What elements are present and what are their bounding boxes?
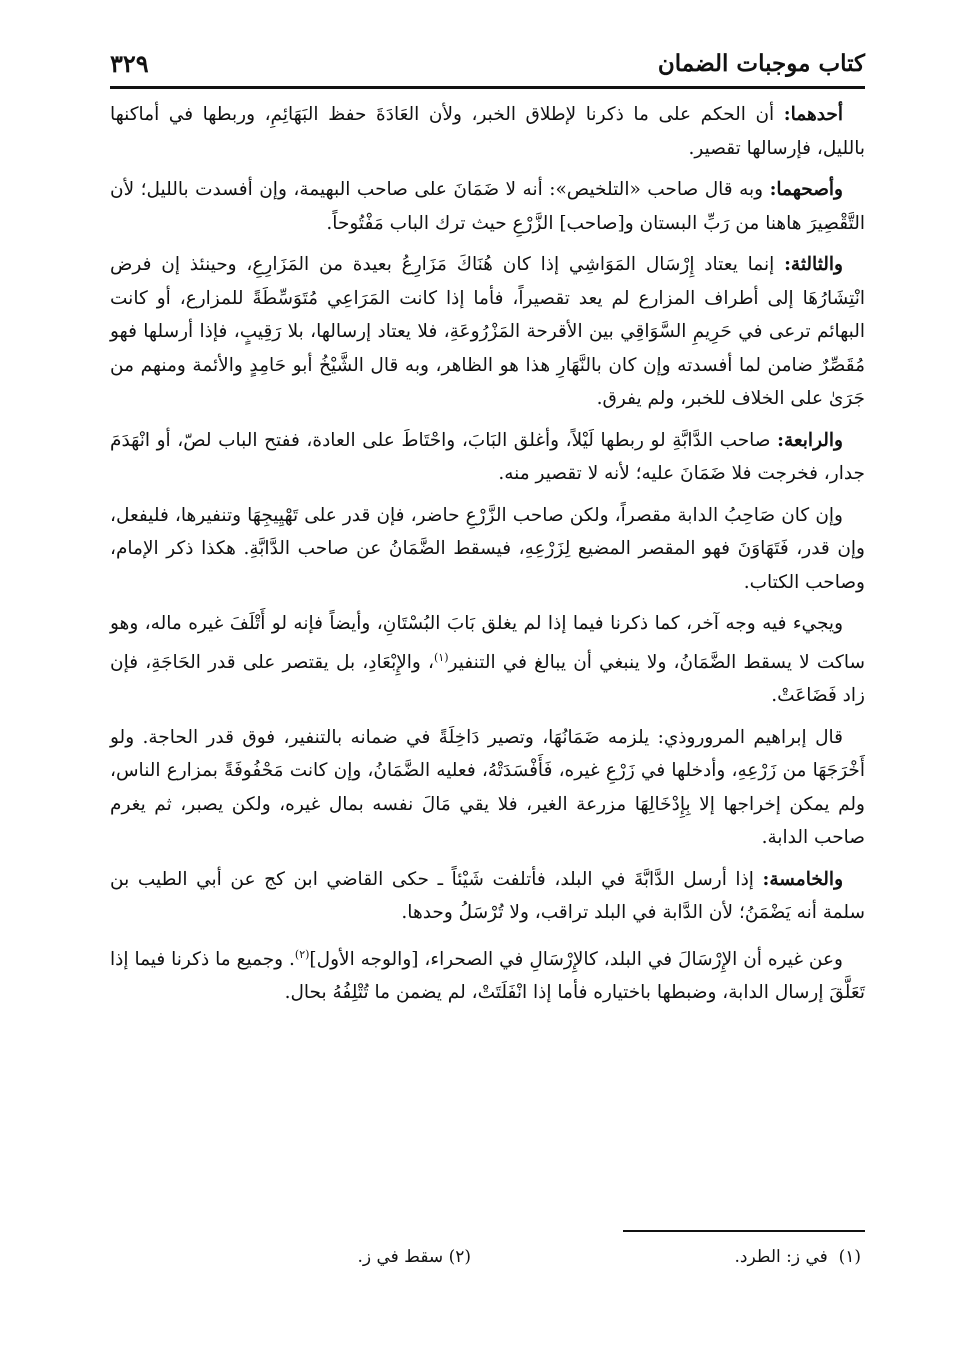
footnote-2-marker: (٢) [448,1247,471,1267]
running-header [110,38,865,82]
paragraph-3-lead: والثالثة: [784,254,843,275]
paragraph-9 [110,938,865,1010]
paragraph-8-text: إذا أرسل الدَّابَّةَ في البلد، فأتلفت شَيْئاً ـ حكى القاضي ابن كج عن أبي الطيب بن سلمة أنه يَضْمَنُ؛ لأن الدَّابة في البلد تراقب، ولا تُرْسَلُ وحدها. [110,868,865,924]
paragraph-8 [110,863,865,930]
paragraph-2 [110,173,865,240]
paragraph-1 [110,98,865,165]
paragraph-6-text: ويجيء فيه وجه آخر، كما ذكرنا فيما إذا لم يغلق بَابَ البُسْتَانِ، وأيضاً فإنه لو أَتْلَفَ غيره ماله، وهو ساكت لا يسقط الضَّمَانُ، ولا ينبغي أن يبالغ في التنفير [110,613,865,673]
paragraph-5 [110,499,865,600]
paragraph-5-text: وإن كان صَاحِبُ الدابة مقصراً، ولكن صاحب الزَّرْعِ حاضر، فإن قدر على تَهْيِيجِهَا وتنفيرها، فليفعل، وإن قدر، فَتَهَاوَنَ فهو المقصر المضيع لِزَرْعِهِ، فيسقط الضَّمَانُ عن صاحب الدَّابَّةِ. هكذا ذكر الإمام، وصاحب الكتاب. [110,504,865,593]
paragraph-3 [110,248,865,416]
paragraph-4-text: صاحب الدَّابَّةِ لو ربطها لَيْلاً، وأغلق البَابَ، واحْتَاطَ على العادة، ففتح الباب لصّ، أو انْهَدَمَ جدار، فخرجت فلا ضَمَانَ عليه؛ لأنه لا تقصير منه. [110,429,865,484]
footnote-divider [623,1230,865,1232]
paragraph-9-text: وعن غيره أن الإِرْسَالَ في البلد، كالإِرْسَالِ في الصحراء، [والوجه الأول] [309,948,843,970]
paragraph-2-lead: وأصحهما: [769,179,843,200]
footnote-1-text: في ز: الطرد. [734,1247,828,1267]
paragraph-7 [110,721,865,855]
paragraph-4-lead: والرابعة: [777,429,843,451]
paragraph-9-tail: . وجميع ما ذكرنا فيما إذا تَعَلَّقَ إرسال الدابة، وضبطها باختياره فأما إذا انْفَلَتَتْ، لم يضمن ما تُتْلِفُهُ بحال. [110,948,865,1004]
paragraph-8-lead: والخامسة: [762,868,843,890]
paragraph-1-text: أن الحكم على ما ذكرنا لإطلاق الخبر، ولأن العَادَةَ حفظ البَهَائِمِ، وربطها في أماكنها بالليل، فإرسالها تقصير. [110,104,865,159]
footnote-1-marker: (١) [838,1247,861,1267]
header-divider [110,86,865,89]
book-title: كتاب موجبات الضمان [657,50,865,77]
paragraph-6-tail: ، والإِبْعَادِ، بل يقتصر على قدر الحَاجَةِ، فإن زاد فَضَاعَتْ. [110,651,865,707]
paragraph-1-lead: أحدهما: [783,104,843,125]
footnote-ref-2[interactable]: (٢) [294,947,310,961]
paragraph-2-text: وبه قال صاحب «التلخيص»: أنه لا ضَمَانَ على صاحب البهيمة، وإن أفسدت بالليل؛ لأن التَّقْصِيرَ هاهنا من رَبِّ البستان و[صاحب] الزَّرْعِ حيث ترك الباب مَفْتُوحاً. [110,179,865,234]
paragraph-6 [110,607,865,713]
paragraph-3-text: إنما يعتاد إِرْسَال المَوَاشِي إذا كان هُنَاكَ مَزَارِعُ بعيدة من المَزَارِعِ، وحينئذ إن فرض انْتِشَارُهَا إلى أطراف المزارع لم يعد تقصيراً، فأما إذا كانت المَرَاعِي مُتَوَسِّطَةً للمزارع، أو كانت البهائم ترعى في حَرِيمِ السَّوَاقِي بين الأقرحة المَزْرُوعَةِ، فلا يعتاد إرسالها، بلا رَقِيبٍ، فإذا أرسلها فهو مُقَصِّرٌ ضامن لما أفسدته وإن كان بالنَّهَارِ هذا هو الظاهر، وبه قال الشَّيْخُ أبو حَامِدٍ والأئمة ومنهم من جَرَىٰ على الخلاف للخبر، ولم يفرق. [110,254,865,409]
body-text [110,98,865,1018]
paragraph-4 [110,424,865,491]
footnote-1 [735,1242,861,1272]
paragraph-7-text: قال إبراهيم المروروذي: يلزمه ضَمَانُهَا، وتصير دَاخِلَةً في ضمانه بالتنفير، فوق قدر الحاجة. ولو أَخْرَجَهَا من زَرْعِهِ، وأدخلها في زَرْعِ غيره، فَأَفْسَدَتْهُ، فعليه الضَّمَانُ، وإن كانت مَحْفُوفَةً بمزارع الناس، ولم يمكن إخراجها إلا بِإِدْخَالِهَا مزرعة الغير، فلا يقي مَالَ نفسه بمال غيره، ولكن يصبر، ثم يغرم صاحب الدابة. [110,726,865,849]
footnote-2-text: سقط في ز. [357,1247,444,1267]
footnotes [110,1242,861,1276]
footnote-2 [357,1242,471,1272]
page-number: ٣٢٩ [110,49,149,78]
footnote-ref-1[interactable]: (١) [433,650,449,664]
